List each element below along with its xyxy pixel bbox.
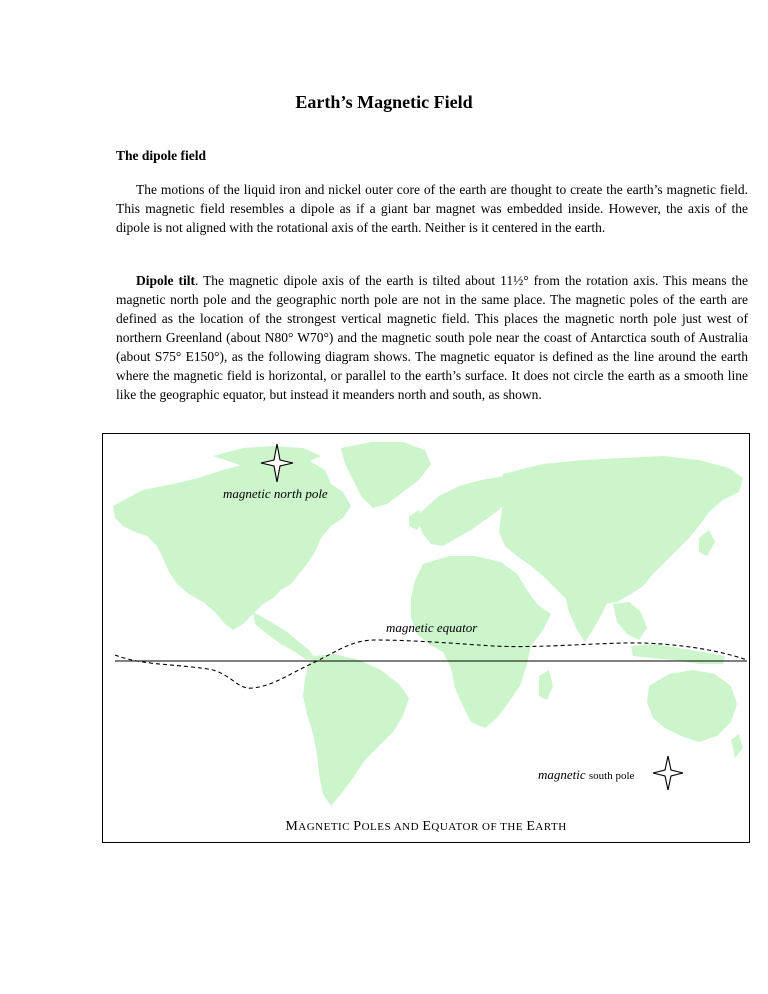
paragraph-dipole-tilt [116, 271, 748, 404]
caption-part: ARTH [535, 821, 567, 833]
madagascar [539, 670, 553, 700]
south-pole-label [538, 767, 634, 783]
caption-part: M [285, 819, 299, 834]
caption-part: P [353, 819, 362, 834]
north-pole-label: magnetic north pole [223, 486, 328, 501]
india [565, 584, 611, 642]
new-zealand [731, 734, 743, 758]
world-map [103, 434, 751, 844]
caption-part: AGNETIC [298, 821, 354, 833]
caption-part: QUATOR OF THE [431, 821, 527, 833]
south-pole-label-rest: south pole [588, 770, 635, 782]
magnetic-equator-label: magnetic equator [386, 620, 478, 635]
australia [647, 670, 737, 742]
dipole-tilt-body: . The magnetic dipole axis of the earth is tilted about 11½° from the rotation axis. This means the magnetic north pole and the geographic north pole are not in the same place. The magnetic poles of the earth are defined as the location of the strongest vertical magnetic field. This places the magnetic north pole just west of northern Greenland (about N80° W70°) and the magnetic south pole near the coast of Antarctica south of Australia (about S75° E150°), as the following diagram shows. The magnetic equator is defined as the line around the earth where the magnetic field is horizontal, or parallel to the earth’s surface. It does not circle the earth as a smooth line like the geographic equator, but instead it meanders north and south, as shown. [116, 273, 749, 402]
world-map-figure [102, 433, 750, 843]
north-america [113, 458, 351, 630]
central-america [253, 612, 315, 660]
japan [699, 530, 715, 556]
figure-caption [103, 819, 749, 835]
section-heading: The dipole field [116, 148, 207, 163]
paragraph-core-origin: The motions of the liquid iron and nickel outer core of the earth are thought to create the earth’s magnetic field. This magnetic field resembles a dipole as if a giant bar magnet was embedded inside. However, the axis of the dipole is not aligned with the rotational axis of the earth. Neither is it centered in the earth. [116, 182, 748, 235]
dipole-tilt-lead: Dipole tilt [136, 273, 195, 288]
africa [411, 556, 551, 728]
caption-part: E [526, 819, 536, 834]
greenland [341, 442, 431, 508]
south-america [303, 654, 409, 806]
caption-part: OLES AND [361, 821, 423, 833]
south-pole-star-icon [653, 756, 683, 790]
caption-part: E [422, 819, 432, 834]
south-pole-label-italic: magnetic [538, 767, 586, 782]
page-title: Earth’s Magnetic Field [295, 92, 473, 112]
southeast-asia [613, 602, 647, 640]
